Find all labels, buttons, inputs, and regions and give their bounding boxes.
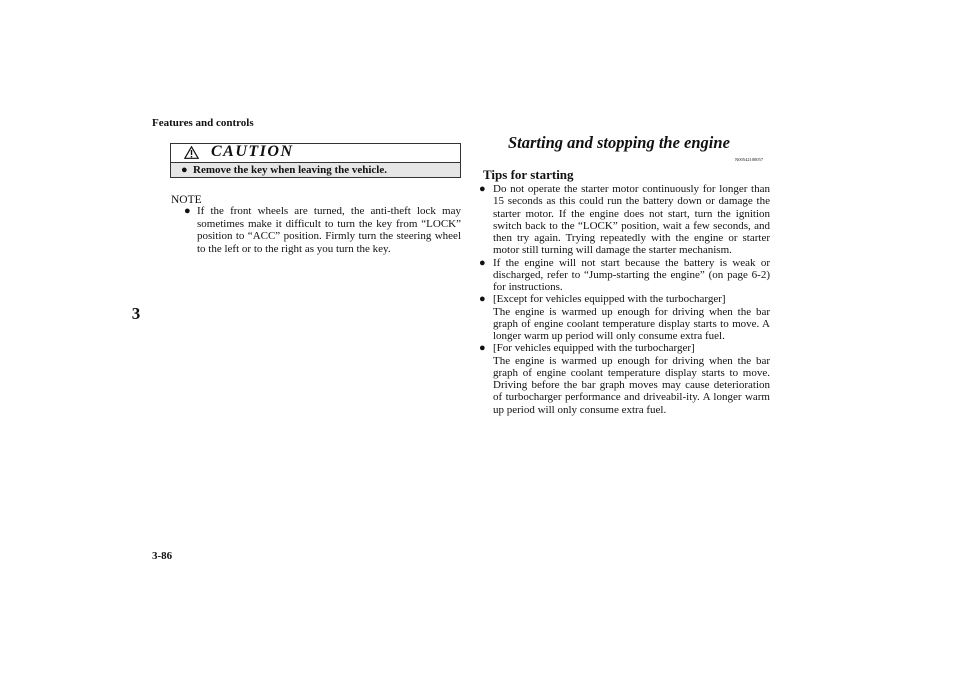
bullet-icon: ● [479,293,486,306]
reference-code: N00542100057 [735,157,763,162]
note-label: NOTE [171,194,202,206]
chapter-tab [112,244,160,384]
tips-list [479,183,770,416]
bullet-icon: ● [181,164,188,176]
running-header: Features and controls [152,117,254,129]
list-item [479,342,770,416]
list-item [479,293,770,342]
bullet-icon: ● [184,205,191,217]
tip-text: [For vehicles equipped with the turbocharger] The engine is warmed up enough for driving when the bar graph of engine coolant temperature display starts to move. Driving before the bar graph moves may cause deterioration of turbocharger performance and driveabil-ity. A longer warm up period will only consume extra fuel. [493,342,770,416]
subsection-title: Tips for starting [483,167,574,182]
tip-text: If the engine will not start because the battery is weak or discharged, refer to “Jump-starting the engine” (on page 6-2) for instructions. [493,256,770,293]
caution-box [170,143,461,178]
page-number: 3-86 [152,550,173,562]
chapter-number: 3 [131,304,141,323]
bullet-icon: ● [479,183,486,195]
caution-title: CAUTION [211,143,294,160]
warning-triangle-icon [184,146,199,159]
note-text: If the front wheels are turned, the anti-theft lock may sometimes make it difficult to turn the key from “LOCK” position to “ACC” position. Firmly turn the steering wheel to the left or to the right as you turn the key. [197,205,461,255]
list-item [479,183,770,257]
caution-header [171,144,460,163]
bullet-icon: ● [479,256,486,269]
caution-item [181,164,387,176]
bullet-icon: ● [479,342,486,355]
caution-text: Remove the key when leaving the vehicle. [193,164,387,176]
list-item [479,256,770,294]
tip-text: [Except for vehicles equipped with the turbocharger] The engine is warmed up enough for driving when the bar graph of engine coolant temperature display starts to move. A longer warm up period will only consume extra fuel. [493,293,770,342]
section-title: Starting and stopping the engine [508,133,730,152]
tip-text: Do not operate the starter motor continuously for longer than 15 seconds as this could run the battery down or damage the starter motor. If the engine does not start, turn the ignition switch back to the “LOCK” position, wait a few seconds, and then try again. Trying repeatedly with the engine or starter motor still turning will damage the starter mechanism. [493,183,770,257]
